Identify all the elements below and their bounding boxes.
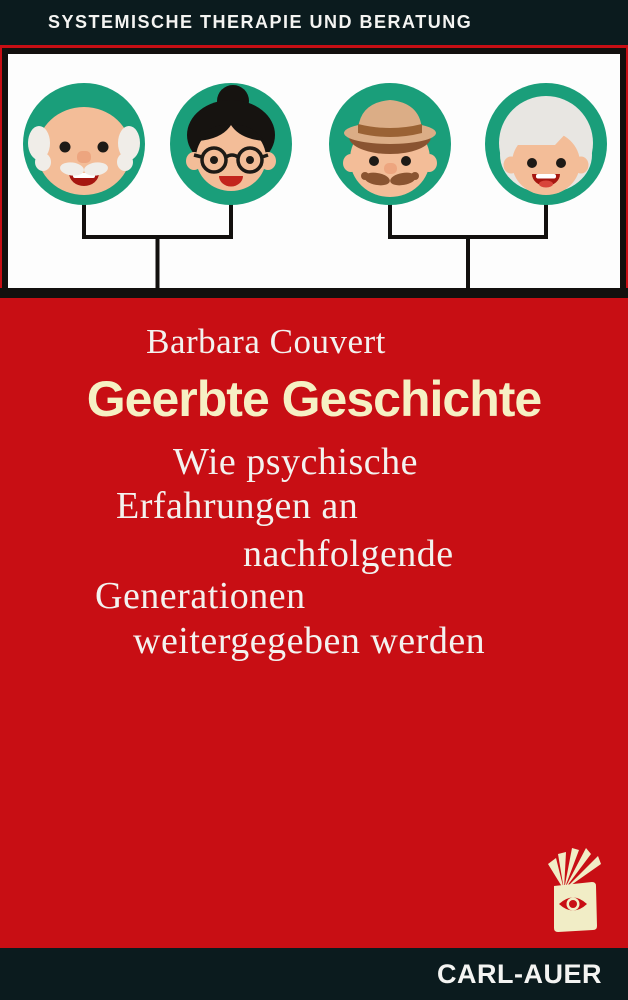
subtitle-line-4: Generationen [95,575,306,617]
man-fedora-avatar [329,83,451,205]
author-name: Barbara Couvert [146,322,386,361]
book-title: Geerbte Geschichte [86,371,542,427]
panel-bottom-rule [0,288,628,298]
grandmother-whitehair-avatar [485,83,607,205]
series-title: SYSTEMISCHE THERAPIE UND BERATUNG [48,12,473,32]
grandfather-avatar [23,83,145,205]
subtitle-line-3: nachfolgende [243,533,454,575]
publisher-bar [0,948,628,1000]
subtitle-line-1: Wie psychische [173,441,419,483]
carl-auer-logo-icon [544,846,610,938]
grandmother-bun-avatar [170,83,292,205]
subtitle-line-2: Erfahrungen an [116,485,359,527]
subtitle-line-5: weitergegeben werden [133,620,486,662]
publisher-name: CARL-AUER [437,959,602,989]
